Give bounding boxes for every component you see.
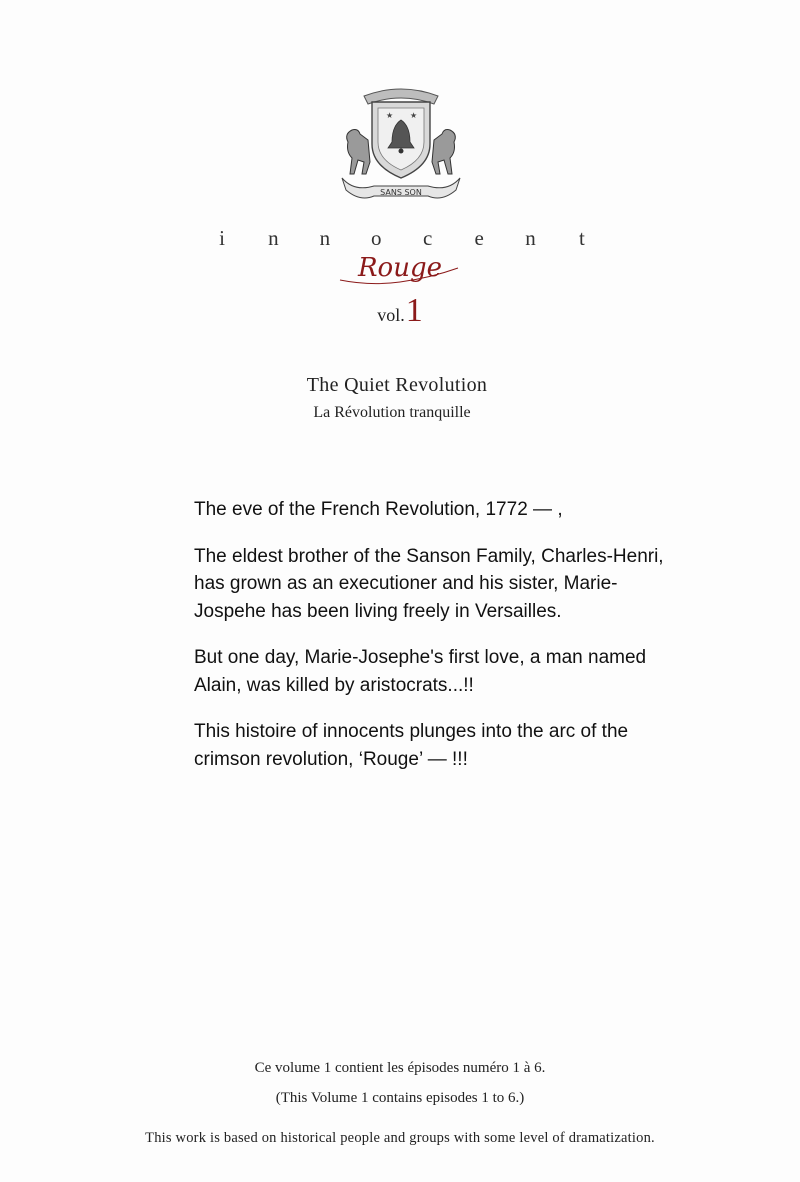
series-letter: n bbox=[525, 226, 536, 250]
coat-of-arms-crest bbox=[334, 82, 468, 208]
series-letter: e bbox=[474, 226, 484, 250]
volume-indicator bbox=[0, 292, 800, 330]
series-letter: i bbox=[219, 226, 225, 250]
volume-contents-en: (This Volume 1 contains episodes 1 to 6.) bbox=[275, 1090, 525, 1106]
volume-contents-fr: Ce volume 1 contient les épisodes numéro 1 à 6. bbox=[254, 1060, 546, 1076]
series-letter: n bbox=[319, 226, 331, 250]
series-letter: t bbox=[579, 226, 585, 250]
synopsis-paragraph: The eldest brother of the Sanson Family, Charles-Henri, has grown as an executioner and his sister, Marie-Jospehe has been living freely in Versailles. bbox=[194, 545, 664, 622]
series-letter: n bbox=[268, 226, 279, 250]
svg-text:Rouge: Rouge bbox=[357, 253, 443, 283]
dramatization-disclaimer: This work is based on historical people and groups with some level of dramatization. bbox=[145, 1130, 655, 1146]
chapter-title-en: The Quiet Revolution bbox=[306, 374, 488, 396]
synopsis-paragraph: The eve of the French Revolution, 1772 — , bbox=[194, 499, 563, 520]
synopsis-paragraph: But one day, Marie-Josephe's first love, a man named Alain, was killed by aristocrats...!! bbox=[194, 647, 647, 696]
svg-text:★: ★ bbox=[386, 111, 394, 120]
volume-number: 1 bbox=[405, 292, 423, 329]
synopsis-paragraph: This histoire of innocents plunges into the arc of the crimson revolution, ‘Rouge’ — !!! bbox=[194, 721, 629, 770]
chapter-title-fr: La Révolution tranquille bbox=[313, 404, 471, 421]
crest-motto: SANS SON bbox=[380, 188, 422, 197]
svg-text:★: ★ bbox=[410, 111, 418, 120]
synopsis bbox=[194, 496, 664, 792]
rouge-script-logo bbox=[330, 246, 470, 290]
series-letter: c bbox=[423, 226, 433, 250]
series-letter: o bbox=[371, 226, 382, 250]
volume-label: vol. bbox=[377, 305, 405, 325]
